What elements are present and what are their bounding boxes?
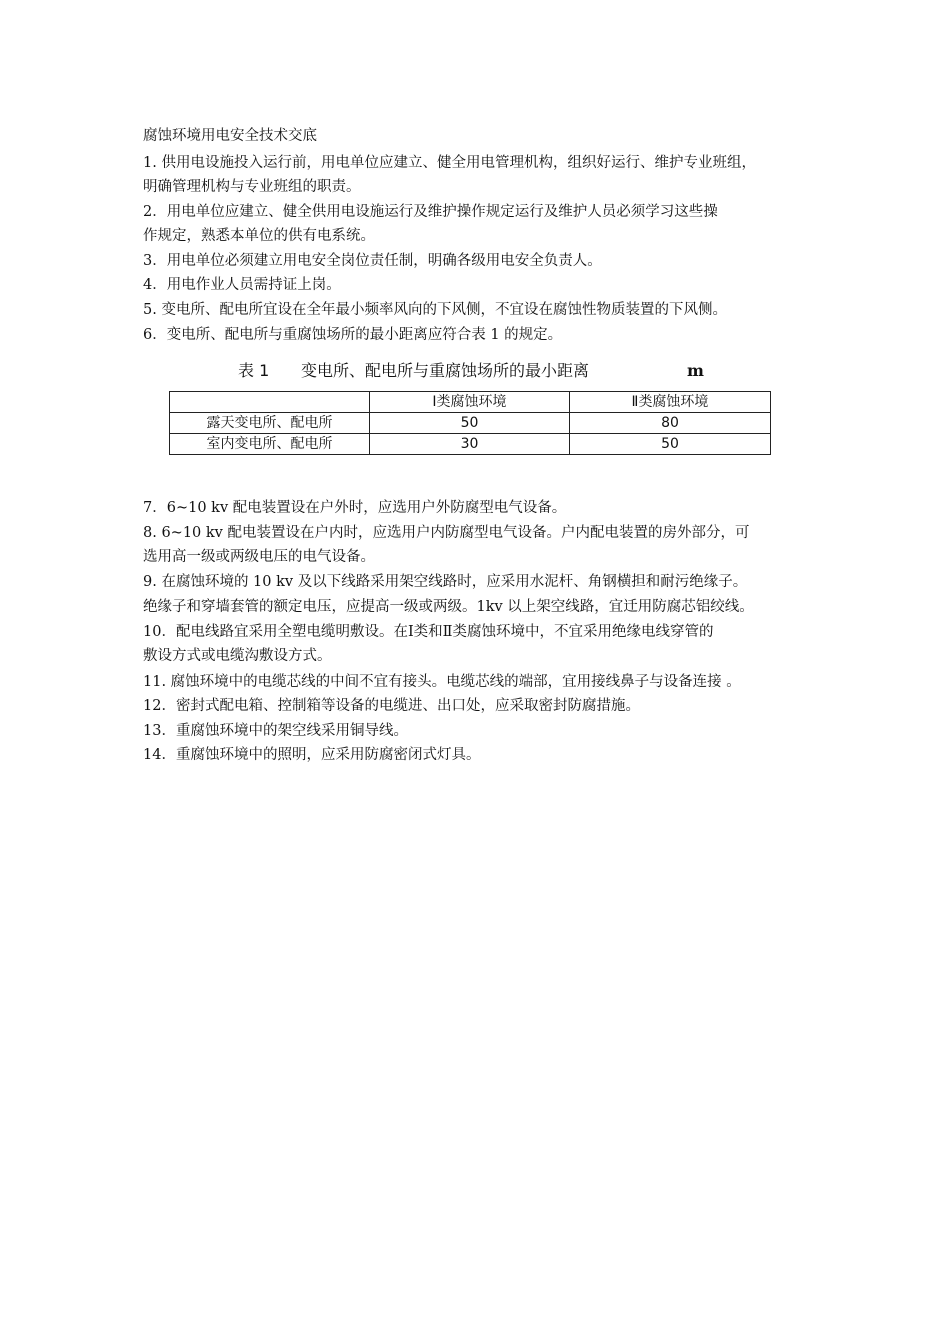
paragraph-line: 敷设方式或电缆沟敷设方式。	[143, 648, 332, 664]
table-caption-label: 表 1	[238, 361, 270, 380]
paragraph-line: 作规定，熟悉本单位的供有电系统。	[143, 228, 375, 244]
distance-table	[169, 391, 771, 455]
paragraph-line: 10．配电线路宜采用全塑电缆明敷设。在Ⅰ类和Ⅱ类腐蚀环境中，不宜采用绝缘电线穿管的	[143, 624, 714, 640]
table-row	[170, 413, 771, 434]
table-caption-unit: m	[687, 361, 704, 380]
paragraph-line: 4．用电作业人员需持证上岗。	[143, 277, 341, 293]
paragraph-line: 绝缘子和穿墙套管的额定电压，应提高一级或两级。1kv 以上架空线路，宜迁用防腐芯铝绞线。	[143, 599, 754, 615]
paragraph-line: 5. 变电所、配电所宜设在全年最小频率风向的下风侧，不宜设在腐蚀性物质装置的下风侧。	[143, 302, 727, 318]
table-row	[170, 434, 771, 455]
table-cell: 50	[370, 413, 570, 434]
table-header-row	[170, 392, 771, 413]
paragraph-line: 8. 6~10 kv 配电装置设在户内时，应选用户内防腐型电气设备。户内配电装置的房外部分，可	[143, 525, 750, 541]
table-cell: 80	[570, 413, 771, 434]
paragraph-line: 13．重腐蚀环境中的架空线采用铜导线。	[143, 723, 408, 739]
paragraph-line: 14．重腐蚀环境中的照明，应采用防腐密闭式灯具。	[143, 747, 481, 763]
table-cell: 50	[570, 434, 771, 455]
paragraph-line: 1. 供用电设施投入运行前，用电单位应建立、健全用电管理机构，组织好运行、维护专业班组，	[143, 155, 756, 171]
table-header-cell: Ⅱ类腐蚀环境	[570, 392, 771, 413]
paragraph-line: 选用高一级或两级电压的电气设备。	[143, 549, 375, 565]
paragraph-line: 7．6~10 kv 配电装置设在户外时，应选用户外防腐型电气设备。	[143, 500, 567, 516]
table-cell-label: 露天变电所、配电所	[170, 413, 370, 434]
table-header-cell: Ⅰ类腐蚀环境	[370, 392, 570, 413]
paragraph-line: 2．用电单位应建立、健全供用电设施运行及维护操作规定运行及维护人员必须学习这些操	[143, 204, 718, 220]
table-cell: 30	[370, 434, 570, 455]
table-cell-label: 室内变电所、配电所	[170, 434, 370, 455]
table-caption-title: 变电所、配电所与重腐蚀场所的最小距离	[301, 361, 590, 380]
document-title: 腐蚀环境用电安全技术交底	[143, 128, 317, 144]
paragraph-line: 6．变电所、配电所与重腐蚀场所的最小距离应符合表 1 的规定。	[143, 327, 563, 343]
paragraph-line: 3．用电单位必须建立用电安全岗位责任制，明确各级用电安全负责人。	[143, 253, 602, 269]
paragraph-line: 12．密封式配电箱、控制箱等设备的电缆进、出口处，应采取密封防腐措施。	[143, 698, 640, 714]
paragraph-line: 9. 在腐蚀环境的 10 kv 及以下线路采用架空线路时，应采用水泥杆、角钢横担和耐污绝缘子。	[143, 574, 748, 590]
paragraph-line: 11. 腐蚀环境中的电缆芯线的中间不宜有接头。电缆芯线的端部，宜用接线鼻子与设备连接 。	[143, 674, 741, 690]
table-header-cell	[170, 392, 370, 413]
paragraph-line: 明确管理机构与专业班组的职责。	[143, 179, 361, 195]
